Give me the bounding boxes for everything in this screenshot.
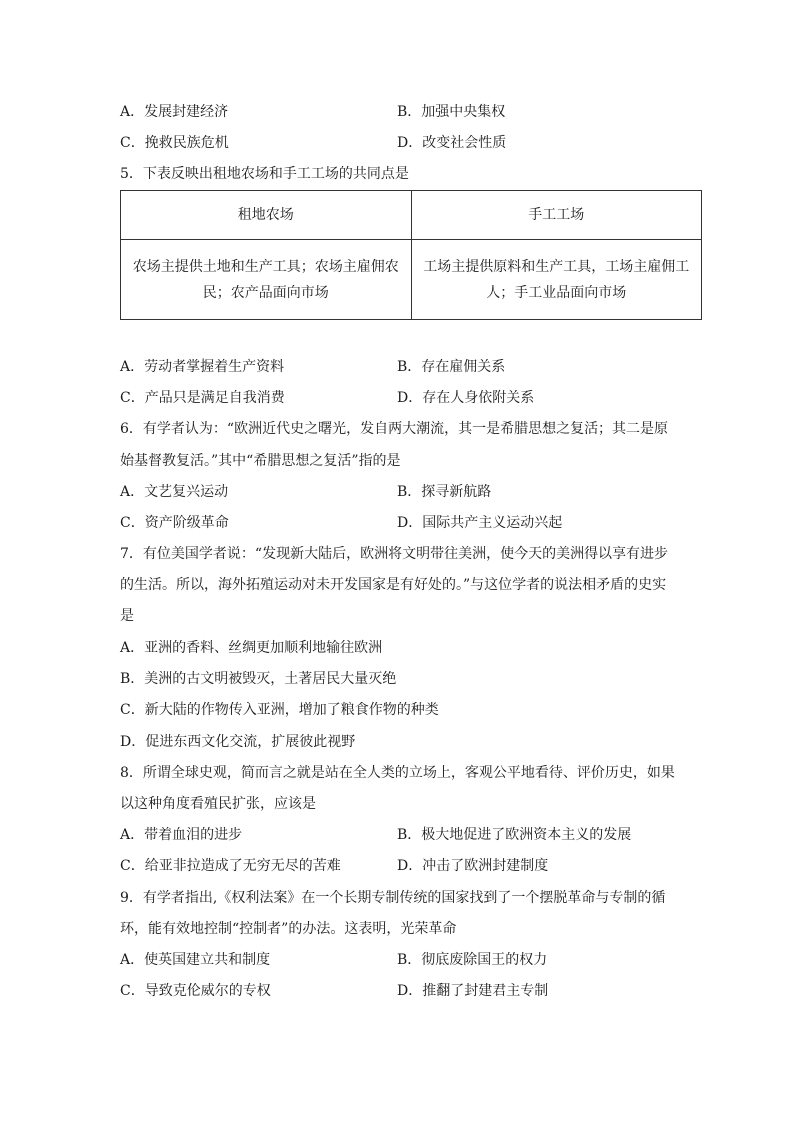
q5-option-b: B．存在雇佣关系 [397,359,506,375]
q5-option-c: C．产品只是满足自我消费 [120,390,285,406]
q6-option-c: C．资产阶级革命 [120,515,229,531]
q9-stem-line-2: 环，能有效地控制“控制者”的办法。这表明，光荣革命 [120,921,457,937]
q4-option-c: C．挽救民族危机 [120,135,229,151]
table-header-workshop: 手工工场 [411,191,702,240]
q4-option-b: B．加强中央集权 [397,104,506,120]
q7-option-d: D．促进东西文化交流，扩展彼此视野 [120,734,356,750]
table-header-rented-farm: 租地农场 [121,191,412,240]
q9-option-c: C．导致克伦威尔的专权 [120,983,271,999]
q7-stem-line-2: 的生活。所以，海外拓殖运动对未开发国家是有好处的。”与这位学者的说法相矛盾的史实 [120,577,667,593]
q5-stem: 5．下表反映出租地农场和手工工场的共同点是 [120,166,409,182]
q9-option-b: B．彻底废除国王的权力 [397,952,548,968]
q7-stem-line-3: 是 [120,608,134,624]
q6-option-d: D．国际共产主义运动兴起 [397,515,563,531]
q4-option-d: D．改变社会性质 [397,135,507,151]
q4-option-a: A．发展封建经济 [120,104,229,120]
q8-stem-line-1: 8．所谓全球史观，简而言之就是站在全人类的立场上，客观公平地看待、评价历史，如果 [120,765,675,781]
q7-option-c: C．新大陆的作物传入亚洲，增加了粮食作物的种类 [120,702,439,718]
q5-option-d: D．存在人身依附关系 [397,390,535,406]
q9-option-a: A．使英国建立共和制度 [120,952,271,968]
q7-stem-line-1: 7．有位美国学者说：“发现新大陆后，欧洲将文明带往美洲，使今天的美洲得以享有进步 [120,546,669,562]
q6-stem-line-1: 6．有学者认为：“欧洲近代史之曙光，发自两大潮流，其一是希腊思想之复活；其二是原 [120,421,669,437]
table-cell-workshop: 工场主提供原料和生产工具，工场主雇佣工人；手工业品面向市场 [411,240,702,320]
q8-option-a: A．带着血泪的进步 [120,827,243,843]
q6-option-a: A．文艺复兴运动 [120,484,229,500]
q8-option-c: C．给亚非拉造成了无穷无尽的苦难 [120,858,341,874]
q6-option-b: B．探寻新航路 [397,484,492,500]
q6-stem-line-2: 始基督教复活。”其中“希腊思想之复活”指的是 [120,453,401,469]
q5-option-a: A．劳动者掌握着生产资料 [120,359,285,375]
q8-option-d: D．冲击了欧洲封建制度 [397,858,549,874]
table-cell-rented-farm: 农场主提供土地和生产工具；农场主雇佣农民；农产品面向市场 [121,240,412,320]
q7-option-b: B．美洲的古文明被毁灭，土著居民大量灭绝 [120,671,397,687]
q9-stem-line-1: 9．有学者指出,《权利法案》在一个长期专制传统的国家找到了一个摆脱革命与专制的循 [120,890,666,906]
q8-option-b: B．极大地促进了欧洲资本主义的发展 [397,827,632,843]
q5-comparison-table [120,190,702,320]
q9-option-d: D．推翻了封建君主专制 [397,983,549,999]
q8-stem-line-2: 以这种角度看殖民扩张，应该是 [120,796,316,812]
q7-option-a: A．亚洲的香料、丝绸更加顺利地输往欧洲 [120,640,383,656]
